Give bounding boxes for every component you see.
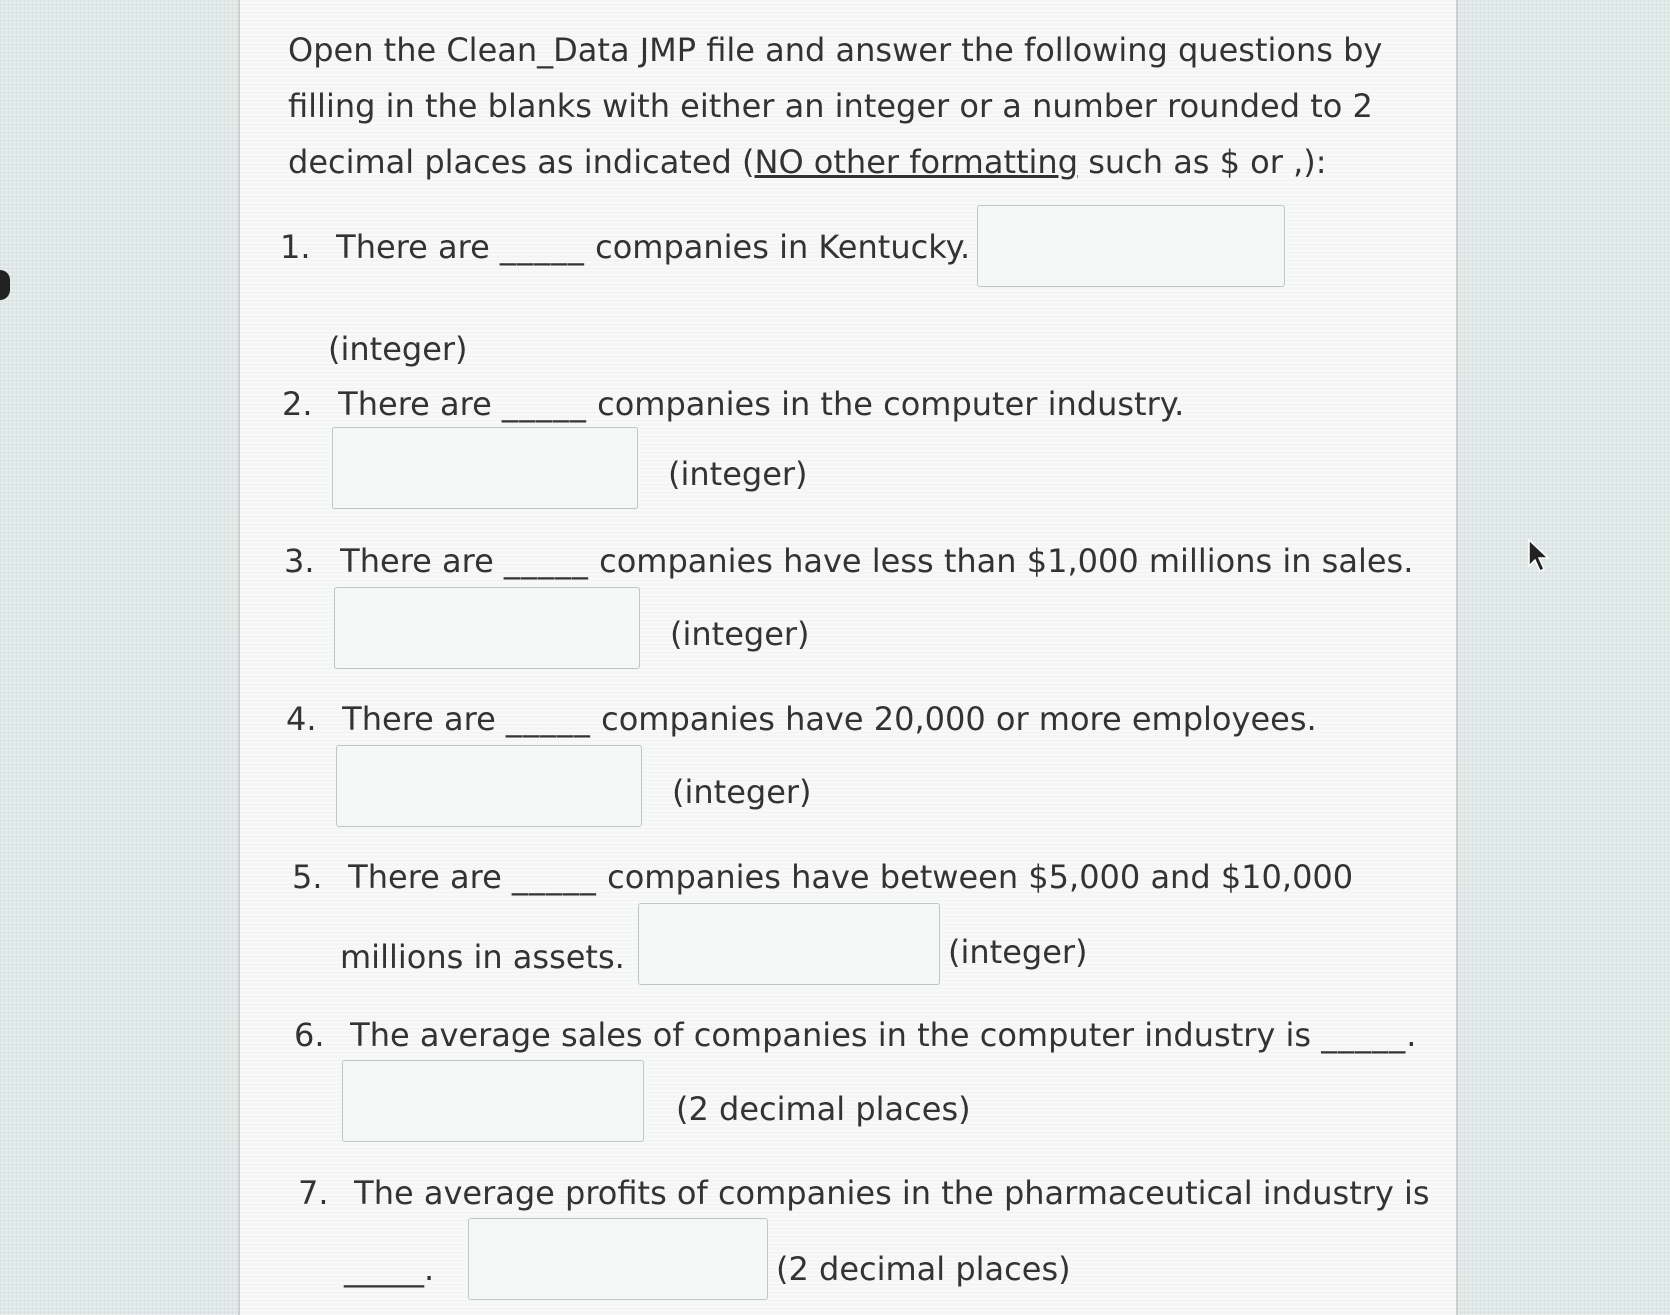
question-3-line [284, 542, 1413, 580]
question-2-hint: (integer) [668, 455, 808, 493]
question-6-line [294, 1016, 1417, 1054]
question-5-suffix: companies have between $5,000 and $10,000 [607, 858, 1354, 896]
question-1-hint: (integer) [328, 330, 468, 368]
answer-6-input[interactable] [342, 1060, 644, 1142]
question-3-prefix: There are [340, 542, 494, 580]
question-6-hint: (2 decimal places) [676, 1090, 971, 1128]
answer-2-input[interactable] [332, 427, 638, 509]
mouse-cursor-icon [1527, 538, 1553, 574]
question-1-blank: _____ [499, 228, 585, 266]
question-4-hint: (integer) [672, 773, 812, 811]
answer-7-input[interactable] [468, 1218, 768, 1300]
question-3-blank: _____ [503, 542, 589, 580]
question-7-number: 7. [298, 1174, 329, 1212]
question-7-line [298, 1174, 1430, 1212]
question-1-number: 1. [280, 228, 311, 266]
instructions-text-1: Open the Clean_Data JMP file and answer the following questions by filling in the blanks with either an integer or a number rounded to 2 decimal places as indicated ( [288, 31, 1383, 181]
question-7-blank: _____. [344, 1250, 435, 1288]
question-7-hint: (2 decimal places) [776, 1250, 1071, 1288]
question-6-blank: _____. [1321, 1016, 1418, 1054]
answer-5-input[interactable] [638, 903, 940, 985]
question-1-prefix: There are [336, 228, 490, 266]
question-3-hint: (integer) [670, 615, 810, 653]
question-3-suffix: companies have less than $1,000 millions in sales. [599, 542, 1414, 580]
question-4-number: 4. [286, 700, 317, 738]
question-6-prefix: The average sales of companies in the computer industry is [350, 1016, 1312, 1054]
question-4-blank: _____ [505, 700, 591, 738]
question-5-number: 5. [292, 858, 323, 896]
question-panel [238, 0, 1458, 1315]
answer-3-input[interactable] [334, 587, 640, 669]
question-5-line-2: millions in assets. [340, 938, 625, 976]
question-6-number: 6. [294, 1016, 325, 1054]
question-2-suffix: companies in the computer industry. [597, 385, 1185, 423]
left-edge-marker [0, 270, 10, 300]
instructions-underlined: NO other formatting [754, 143, 1079, 181]
question-5-blank: _____ [511, 858, 597, 896]
question-5-hint: (integer) [948, 933, 1088, 971]
question-5-prefix: There are [348, 858, 502, 896]
question-2-blank: _____ [501, 385, 587, 423]
instructions [288, 22, 1438, 190]
question-1-suffix: companies in Kentucky. [595, 228, 971, 266]
question-1-line [280, 228, 970, 266]
question-4-suffix: companies have 20,000 or more employees. [601, 700, 1317, 738]
question-4-prefix: There are [342, 700, 496, 738]
question-7-prefix: The average profits of companies in the pharmaceutical industry is [354, 1174, 1430, 1212]
instructions-text-2: such as $ or ,): [1078, 143, 1327, 181]
question-4-line [286, 700, 1317, 738]
question-2-prefix: There are [338, 385, 492, 423]
question-2-number: 2. [282, 385, 313, 423]
question-3-number: 3. [284, 542, 315, 580]
answer-4-input[interactable] [336, 745, 642, 827]
question-2-line [282, 385, 1184, 423]
answer-1-input[interactable] [977, 205, 1285, 287]
question-5-line [292, 858, 1353, 896]
